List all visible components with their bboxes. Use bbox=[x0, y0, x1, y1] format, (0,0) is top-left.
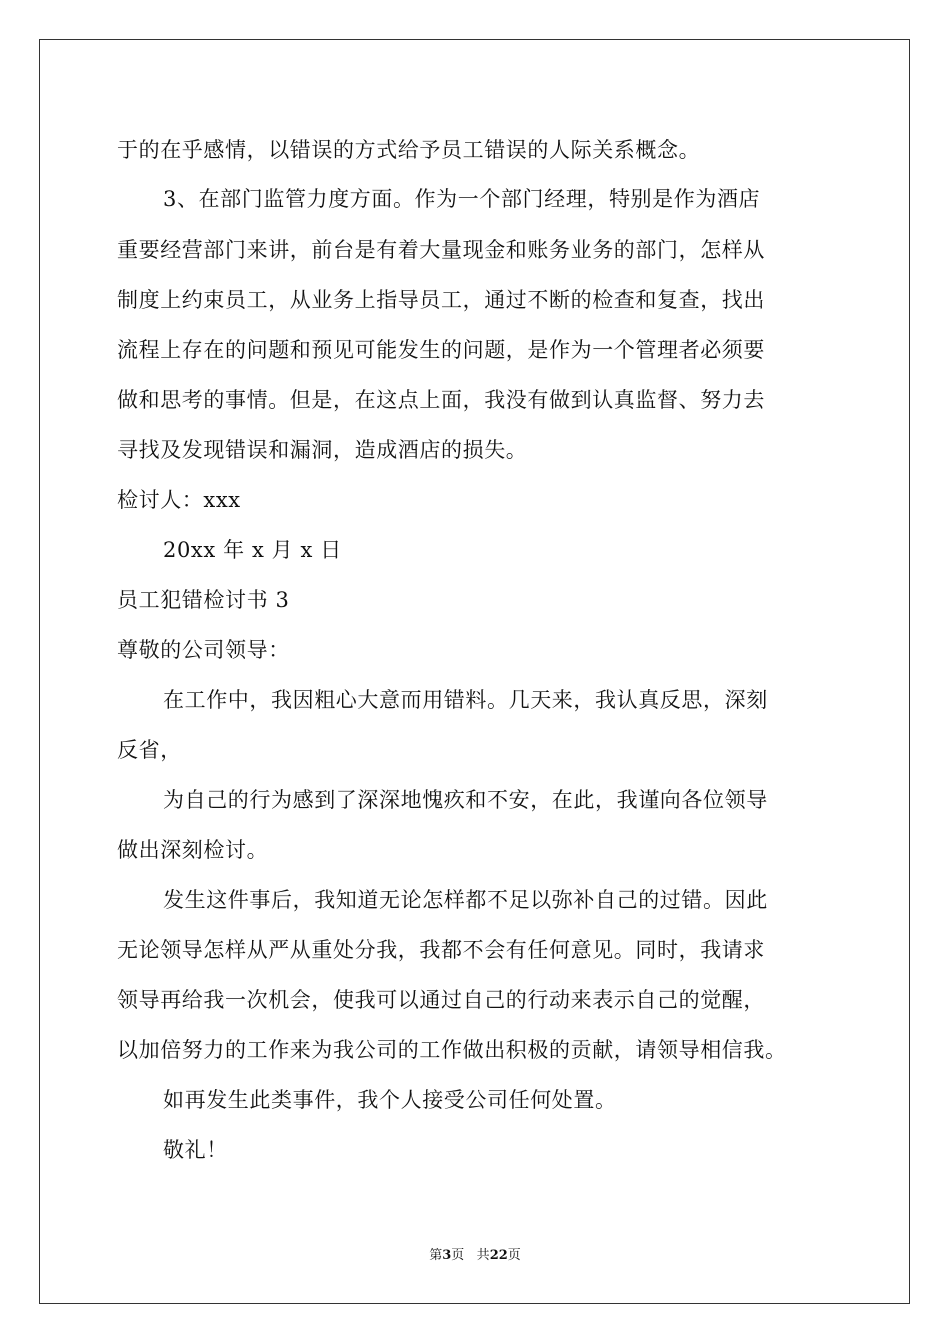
paragraph-line: 以加倍努力的工作来为我公司的工作做出积极的贡献，请领导相信我。 bbox=[117, 1038, 787, 1062]
paragraph-line: 制度上约束员工，从业务上指导员工，通过不断的检查和复查，找出 bbox=[117, 288, 765, 312]
paragraph-line: 无论领导怎样从严从重处分我，我都不会有任何意见。同时，我请求 bbox=[117, 938, 765, 962]
paragraph-line: 做和思考的事情。但是，在这点上面，我没有做到认真监督、努力去 bbox=[117, 388, 765, 412]
paragraph-line: 发生这件事后，我知道无论怎样都不足以弥补自己的过错。因此 bbox=[163, 888, 768, 912]
paragraph-line: 领导再给我一次机会，使我可以通过自己的行动来表示自己的觉醒， bbox=[117, 988, 765, 1012]
page-footer bbox=[0, 1247, 950, 1265]
paragraph-line: 如再发生此类事件，我个人接受公司任何处置。 bbox=[163, 1088, 617, 1112]
footer-total-prefix: 共 bbox=[476, 1248, 490, 1263]
signer-line: 检讨人：xxx bbox=[117, 488, 241, 512]
section-title: 员工犯错检讨书 3 bbox=[117, 588, 290, 612]
paragraph-line: 为自己的行为感到了深深地愧疚和不安，在此，我谨向各位领导 bbox=[163, 788, 768, 812]
closing-line: 敬礼！ bbox=[163, 1138, 228, 1162]
footer-page-number: 3 bbox=[442, 1248, 452, 1263]
date-line: 20xx 年 x 月 x 日 bbox=[163, 538, 342, 562]
paragraph-line: 3、在部门监管力度方面。作为一个部门经理，特别是作为酒店 bbox=[163, 187, 761, 211]
paragraph-line: 流程上存在的问题和预见可能发生的问题，是作为一个管理者必须要 bbox=[117, 338, 765, 362]
paragraph-line: 于的在乎感情，以错误的方式给予员工错误的人际关系概念。 bbox=[117, 138, 701, 162]
paragraph-line: 反省， bbox=[117, 738, 182, 762]
salutation: 尊敬的公司领导： bbox=[117, 638, 290, 662]
page-frame bbox=[39, 39, 910, 1304]
footer-page-suffix: 页 bbox=[451, 1248, 465, 1263]
footer-page-prefix: 第 bbox=[429, 1248, 443, 1263]
paragraph-line: 寻找及发现错误和漏洞，造成酒店的损失。 bbox=[117, 438, 528, 462]
paragraph-line: 重要经营部门来讲，前台是有着大量现金和账务业务的部门，怎样从 bbox=[117, 238, 765, 262]
paragraph-line: 做出深刻检讨。 bbox=[117, 838, 269, 862]
footer-total-pages: 22 bbox=[489, 1248, 508, 1263]
paragraph-line: 在工作中，我因粗心大意而用错料。几天来，我认真反思，深刻 bbox=[163, 688, 768, 712]
footer-total-suffix: 页 bbox=[507, 1248, 521, 1263]
